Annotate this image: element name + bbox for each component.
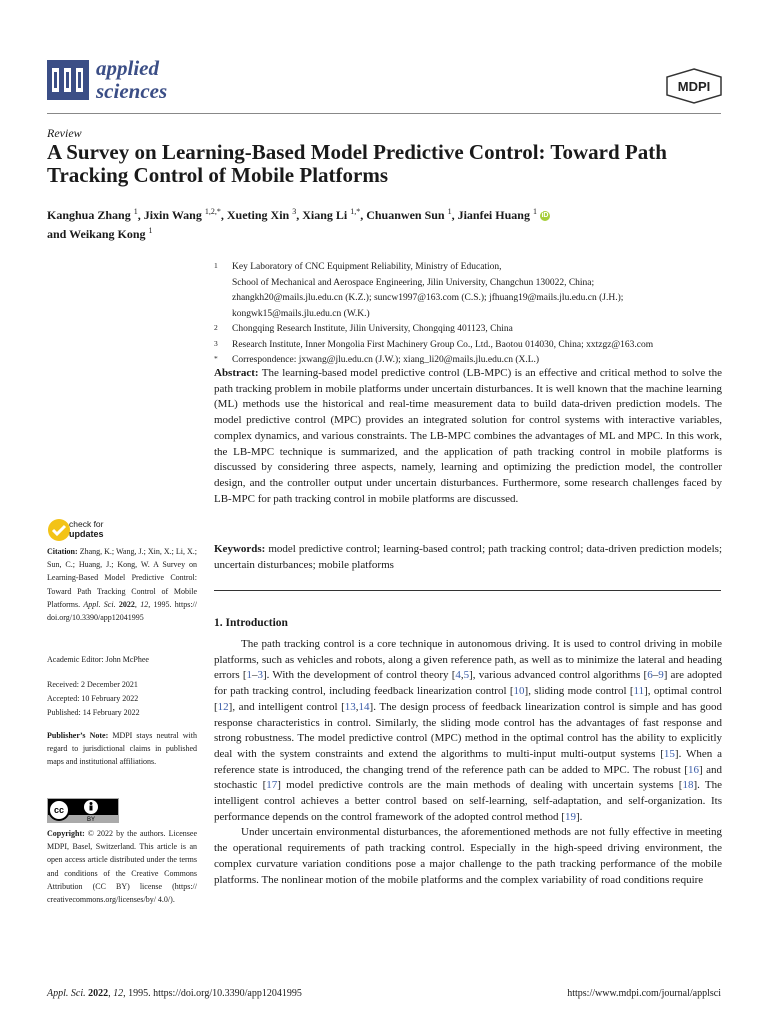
journal-name [96, 57, 167, 103]
abstract-label: Abstract: [214, 367, 259, 379]
check-updates-icon [47, 518, 71, 542]
article-type: Review [47, 126, 82, 140]
author-affiliation-mark: 1 [447, 207, 452, 216]
copyright-text: © 2022 by the authors. Licensee MDPI, Basel, Switzerland. This article is an open access article distributed under the terms and conditions of the Creative Commons Attribution (CC BY) license (https:// creativecommons.org/licenses/by/ 4.0/). [47, 829, 198, 905]
mdpi-logo [665, 68, 723, 104]
check-updates-line2: updates [69, 529, 104, 539]
author-name[interactable]: Xiang Li [302, 208, 348, 222]
author-affiliation-mark: 1,2,* [204, 207, 221, 216]
header-rule [47, 113, 721, 114]
author-name[interactable]: Chuanwen Sun [366, 208, 445, 222]
publisher-note-label: Publisher’s Note: [47, 731, 109, 740]
publisher-note-text: MDPI stays neutral with regard to jurisdictional claims in published maps and institutional affiliations. [47, 731, 198, 767]
journal-name-line1: applied [96, 56, 159, 80]
citation-doi[interactable]: , 1995. https:// doi.org/10.3390/app12041995 [47, 599, 198, 623]
author-name[interactable]: Jixin Wang [143, 208, 202, 222]
affiliation-item [214, 322, 734, 338]
author-name[interactable]: Jianfei Huang [457, 208, 530, 222]
affiliation-mark: 1 [214, 261, 218, 270]
journal-logo-icon [47, 60, 89, 100]
keywords-text: model predictive control; learning-based control; path tracking control; data-driven prediction models; uncertain disturbances; mobile platforms [214, 543, 722, 571]
journal-logo [47, 60, 89, 100]
footer-year: 2022 [88, 988, 109, 999]
affiliation-mark: * [214, 354, 218, 363]
cc-icon: cc [53, 805, 65, 815]
citation-ref-link[interactable]: 11 [633, 685, 645, 698]
author-name[interactable]: Xueting Xin [226, 208, 290, 222]
abstract-text: The learning-based model predictive control (LB-MPC) is an effective and critical method to solve the path tracking problem in mobile platforms under uncertain disturbances. It is well known that the machine learning (ML) methods use the historical and real-time measurement data to build data-driven prediction models. The model predictive control (MPC) provides an integrated solution for control systems with interactive variables, complex dynamics, and various constraints. The LB-MPC combines the advantages of ML and MPC. In this work, the LB-MPC technique is summarized, and the application of path tracking control in mobile platforms is discussed by considering three aspects, namely, learning and optimizing the prediction model, the controller design, and the controller output under uncertain disturbances. Furthermore, some research challenges faced by LB-MPC for path tracking control in mobile platforms are discussed. [214, 367, 722, 505]
author-name[interactable]: Weikang Kong [69, 227, 146, 241]
affiliation-line: Correspondence: jxwang@jlu.edu.cn (J.W.); xiang_li20@mails.jlu.edu.cn (X.L.) [232, 355, 540, 365]
affiliation-line: School of Mechanical and Aerospace Engineering, Jilin University, Changchun 130022, China; [232, 277, 595, 288]
article-title: A Survey on Learning-Based Model Predictive Control: Toward Path Tracking Control of Mobile Platforms [47, 140, 667, 187]
citation-ref-link[interactable]: 19 [564, 810, 576, 823]
author-affiliation-mark: 1 [148, 226, 153, 235]
cc-by-license-badge[interactable] [47, 798, 119, 823]
received-date: Received: 2 December 2021 [47, 680, 138, 689]
citation-year: 2022 [118, 599, 135, 609]
affiliation-list [214, 260, 734, 369]
author-list: Kanghua Zhang $^1$, Jixin Wang $^{1,2,*}$, Xueting Xin $^3$, Xiang Li $^{1,*}$, Chuanwen Sun $^1$, Jianfei Huang $^1$ iD and Weikang Kong $^1$ [47, 207, 549, 241]
copyright-block [47, 827, 197, 906]
citation-ref-link[interactable]: 14 [358, 700, 370, 713]
check-for-updates-button[interactable] [47, 518, 167, 542]
copyright-label: Copyright: [47, 829, 85, 838]
affiliation-line: kongwk15@mails.jlu.edu.cn (W.K.) [232, 308, 370, 319]
section-heading: 1. Introduction [214, 617, 288, 629]
check-updates-line1: check for [69, 519, 104, 529]
citation-text: Zhang, K.; Wang, J.; Xin, X.; Li, X.; Sun, C.; Huang, J.; Kong, W. A Survey on Learning-Based Model Predictive Control: Toward Path Tracking Control of Mobile Platforms. [47, 547, 197, 609]
citation-ref-link[interactable]: 12 [217, 700, 229, 713]
keywords-rule [214, 590, 721, 591]
publisher-note [47, 729, 197, 769]
affiliation-mark: 3 [214, 338, 218, 348]
keywords-label: Keywords: [214, 543, 266, 555]
affiliation-line: zhangkh20@mails.jlu.edu.cn (K.Z.); suncw1997@163.com (C.S.); jfhuang19@mails.jlu.edu.cn (J.H.); [232, 293, 624, 303]
citation-ref-link[interactable]: 4 [455, 669, 461, 682]
citation-ref-link[interactable]: 3 [257, 669, 263, 682]
footer-journal-url[interactable]: https://www.mdpi.com/journal/applsci [567, 988, 721, 999]
orcid-icon[interactable]: iD [541, 212, 549, 220]
academic-editor: Academic Editor: John McPhee [47, 655, 149, 664]
published-date: Published: 14 February 2022 [47, 708, 140, 717]
affiliation-line: Key Laboratory of CNC Equipment Reliability, Ministry of Education, [232, 262, 502, 272]
keywords [214, 541, 722, 573]
citation-ref-link[interactable]: 5 [463, 669, 470, 682]
citation-ref-link[interactable]: 13 [344, 700, 356, 713]
citation-block: Citation: Zhang, K.; Wang, J.; Xin, X.; Li, X.; Sun, C.; Huang, J.; Kong, W. A Survey on Learning-Based Model Predictive Control: Toward Path Tracking Control of Mobile Platforms. Appl. Sci. 2022, 12, 1995. https:// doi.org/10.3390/app12041995 [47, 547, 198, 623]
by-icon: BY [86, 817, 96, 823]
affiliation-item [214, 338, 734, 354]
author-affiliation-mark: 1,* [350, 207, 361, 216]
citation-journal: Appl. Sci. [83, 599, 116, 609]
authors-and: and [47, 227, 67, 241]
author-affiliation-mark: 1 [133, 207, 138, 216]
affiliation-item [214, 260, 734, 322]
footer-citation: Appl. Sci. 2022, 12, 1995. https://doi.org/10.3390/app12041995 [47, 988, 302, 999]
citation-ref-link[interactable]: 10 [513, 685, 525, 698]
author-affiliation-mark: 1 [532, 207, 537, 216]
footer-journal: Appl. Sci. [47, 988, 86, 999]
journal-name-line2: sciences [96, 79, 168, 103]
affiliation-line: Chongqing Research Institute, Jilin University, Chongqing 401123, China [232, 324, 513, 334]
citation-ref-link[interactable]: 6 [647, 669, 653, 682]
body-text [214, 637, 722, 888]
body-paragraph: The path tracking control is a core technique in autonomous driving. It is used to control driving in mobile platforms, such as vehicles and robots, along a given reference path, as well as to minimize the lateral and heading errors [1–3]. With the development of control theory [4,5], various advanced control algorithms [6–9] are adopted for path tracking control, including feedback linearization control [10], sliding mode control [11], optimal control [12], and intelligent control [13,14]. The design process of feedback linearization control is simple and has good response characteristics in control. Similarly, the sliding mode control has the advantages of fast response and strong robustness. The model predictive control (MPC) method in the optimal control has the ability to explicitly deal with the system constraints and extend the algorithms to multi-input multi-output systems [15]. When a reference state is introduced, the changing trend of the reference path can be added to MPC. The robust [16] and stochastic [17] model predictive controls are the main methods of dealing with uncertain systems [18]. The intelligent control achieves a better control based on self-learning, self-adaptation, and self-organization. Its performance depends on the control framework of the adopted control method [19]. [214, 638, 723, 823]
affiliation-mark: 2 [214, 323, 218, 332]
footer-volume: 12 [113, 988, 124, 999]
citation-ref-link[interactable]: 9 [658, 669, 664, 682]
citation-ref-link[interactable]: 1 [246, 669, 252, 682]
author-name[interactable]: Kanghua Zhang [47, 208, 131, 222]
citation-ref-link[interactable]: 15 [663, 747, 675, 760]
footer-doi-link[interactable]: , 1995. https://doi.org/10.3390/app12041995 [123, 988, 302, 999]
citation-label: Citation: [47, 547, 78, 556]
abstract [214, 366, 722, 507]
citation-volume: 12 [140, 599, 149, 609]
body-paragraph: Under uncertain environmental disturbances, the aforementioned methods are not fully effective in meeting the operational requirements of path tracking control. Especially in the high-speed driving environment, the complex curvature variation conditions pose a major challenge to the path tracking performance of the mobile platforms. The nonlinear motion of the mobile platforms and the complex variability of road conditions require [214, 826, 722, 886]
author-affiliation-mark: 3 [292, 207, 297, 216]
citation-ref-link[interactable]: 18 [682, 779, 694, 792]
affiliation-line: Research Institute, Inner Mongolia First Machinery Group Co., Ltd., Baotou 014030, China; xxtzgz@163.com [232, 339, 654, 350]
accepted-date: Accepted: 10 February 2022 [47, 694, 139, 703]
citation-ref-link[interactable]: 16 [687, 763, 699, 776]
mdpi-logo-text: MDPI [677, 79, 711, 94]
citation-ref-link[interactable]: 17 [266, 779, 278, 792]
